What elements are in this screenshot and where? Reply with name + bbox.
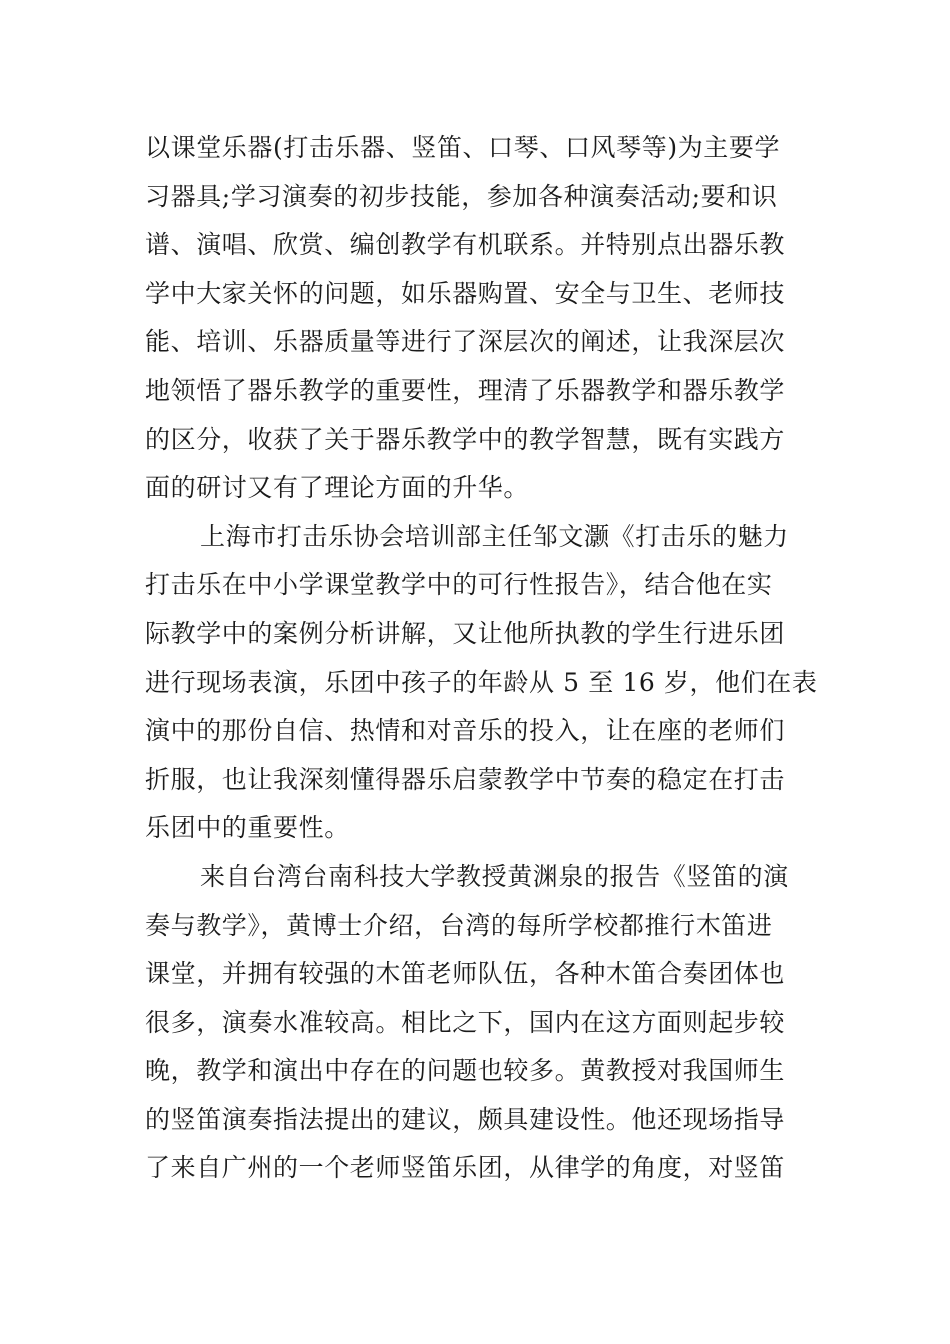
text-line: 来自台湾台南科技大学教授黄渊泉的报告《竖笛的演 [200, 861, 789, 891]
text-line: 以课堂乐器(打击乐器、竖笛、口琴、口风琴等)为主要学 [145, 133, 781, 162]
text-line: 课堂，并拥有较强的木笛老师队伍，各种木笛合奏团体也 [145, 959, 786, 989]
text-line: 打击乐在中小学课堂教学中的可行性报告》，结合他在实 [145, 570, 773, 600]
text-line: 晚，教学和演出中存在的问题也较多。黄教授对我国师生 [145, 1056, 786, 1086]
text-line: 很多，演奏水准较高。相比之下，国内在这方面则起步较 [145, 1007, 786, 1037]
text-line: 进行现场表演，乐团中孩子的年龄从 5 至 16 岁，他们在表 [145, 667, 818, 697]
text-line: 上海市打击乐协会培训部主任邹文灏《打击乐的魅力 [200, 521, 789, 551]
text-line: 谱、演唱、欣赏、编创教学有机联系。并特别点出器乐教 [145, 230, 786, 260]
text-line: 乐团中的重要性。 [145, 813, 350, 843]
text-line: 能、培训、乐器质量等进行了深层次的阐述，让我深层次 [145, 327, 786, 357]
text-line: 奏与教学》，黄博士介绍，台湾的每所学校都推行木笛进 [145, 910, 773, 940]
text-line: 折服，也让我深刻懂得器乐启蒙教学中节奏的稳定在打击 [145, 764, 786, 794]
text-line: 地领悟了器乐教学的重要性，理清了乐器教学和器乐教学 [145, 375, 786, 405]
text-line: 了来自广州的一个老师竖笛乐团，从律学的角度，对竖笛 [145, 1153, 786, 1183]
text-line: 演中的那份自信、热情和对音乐的投入，让在座的老师们 [145, 716, 786, 746]
text-line: 面的研讨又有了理论方面的升华。 [145, 473, 530, 503]
text-line: 学中大家关怀的问题，如乐器购置、安全与卫生、老师技 [145, 278, 786, 308]
text-line: 的竖笛演奏指法提出的建议，颇具建设性。他还现场指导 [145, 1104, 786, 1134]
text-line: 际教学中的案例分析讲解，又让他所执教的学生行进乐团 [145, 618, 786, 648]
body-text [145, 124, 818, 1193]
text-line: 习器具;学习演奏的初步技能，参加各种演奏活动;要和识 [145, 181, 778, 211]
text-line: 的区分，收获了关于器乐教学中的教学智慧，既有实践方 [145, 424, 786, 454]
